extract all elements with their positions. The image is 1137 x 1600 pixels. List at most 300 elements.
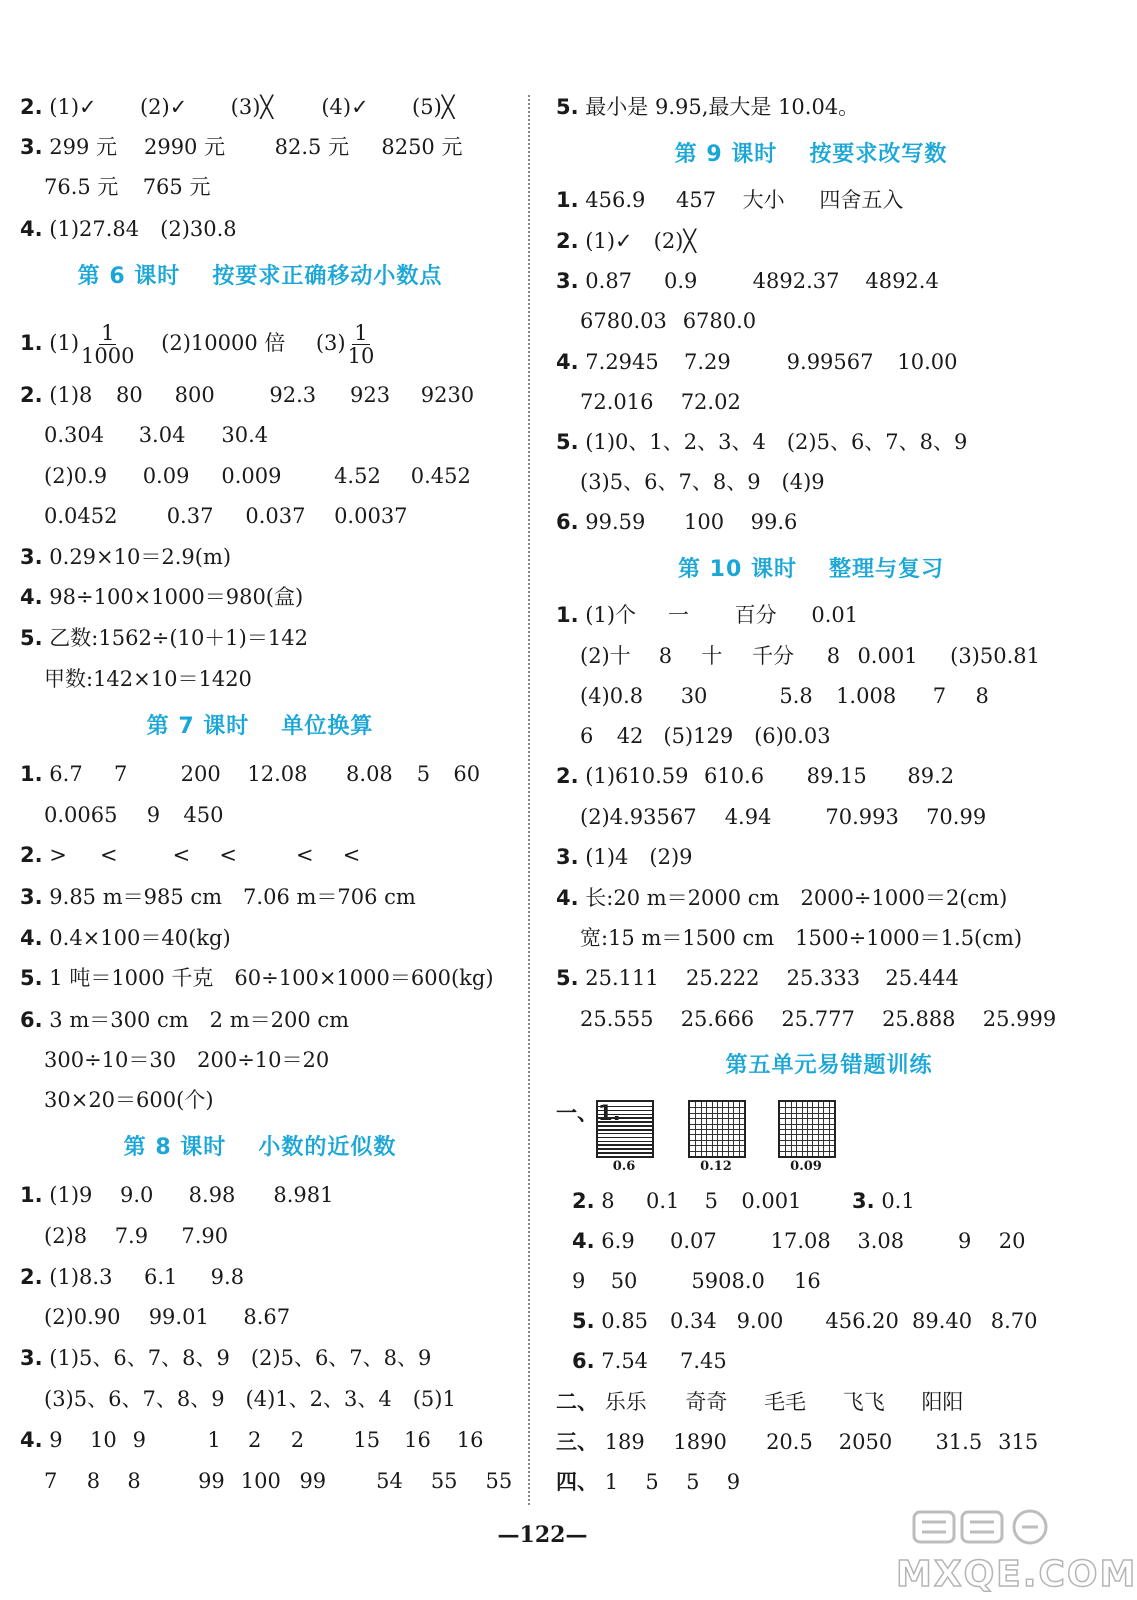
answer-item: 15 [353,1428,381,1452]
answer-item: 8.981 [273,1183,334,1207]
answer-line [20,380,474,410]
answer-item: 四舍五入 [819,188,904,212]
question-number: 5. [556,966,579,990]
lesson-7-heading [20,710,500,744]
answer-item: 92.3 [269,383,317,407]
grid-line [598,1133,652,1135]
section-label: 二、 [556,1390,598,1414]
answer-item: 315 [998,1430,1039,1454]
answer-item: 7.2945 [585,350,659,374]
answer-item: 9 [726,1470,741,1494]
answer-item: 450 [183,803,224,827]
question-number: 2. [20,383,43,407]
grid-line [733,1102,734,1156]
answer-item: 6.7 [49,762,83,786]
fraction-numerator: 1 [354,321,368,345]
answer-line [20,800,223,830]
answer-line [20,882,416,912]
answer-item: 0.34 [669,1309,717,1333]
answer-text: 3 m＝300 cm 2 m＝200 cm [49,1008,350,1032]
question-number: 3. [20,885,43,909]
answer-line [556,963,959,993]
answer-item: 16 [456,1428,484,1452]
answer-item: 9 [958,1229,972,1253]
answer-text: (1)27.84 (2)30.8 [49,217,237,241]
answer-item: < [342,843,361,867]
answer-item: 8 [86,1469,101,1493]
watermark-text: MXQE.COM [896,1554,1137,1595]
answer-item: (3)╳ [230,95,274,119]
answer-line [556,1467,740,1497]
question-number: 4. [20,1428,43,1452]
answer-line [20,214,237,244]
answer-item: 7 [113,762,128,786]
answer-item: 9.8 [210,1265,245,1289]
answer-item: 8 [826,644,841,668]
answer-line [20,582,303,612]
grid-line [598,1129,652,1131]
grid-line [598,1121,652,1123]
answer-item: 0.0065 [44,803,118,827]
answer-item: 9.0 [119,1183,154,1207]
answer-line [556,507,797,537]
answer-text: 0.4×100＝40(kg) [49,926,231,950]
grid-line [598,1110,652,1112]
grid-line [598,1148,652,1150]
question-number: 1. [556,603,579,627]
question-number: 2. [20,95,43,119]
answer-item: 765 元 [142,175,211,199]
answer-item: 50 [610,1269,638,1293]
answer-item: 9 [146,803,161,827]
grid-line [690,1151,744,1152]
answer-line [556,1266,821,1296]
answer-line [20,840,360,870]
answer-item: (3) [315,331,346,355]
answer-line [556,1226,1025,1256]
answer-line [556,427,967,457]
lesson-subtitle: 整理与复习 [828,557,944,582]
answer-item: < [296,843,314,867]
grid-line [717,1102,718,1156]
answer-item: 2990 元 [143,135,226,159]
answer-item: 31.5 [935,1430,983,1454]
answer-item: 99.59 [585,510,646,534]
answer-item: 5 [686,1470,700,1494]
answer-item: 12.08 [247,762,308,786]
decimal-grid-hundredths-a [688,1100,746,1158]
grid-line [598,1144,652,1146]
answer-item: 25.444 [885,966,959,990]
answer-item: 0.0037 [334,504,408,528]
grid-line [722,1102,723,1156]
answer-item: (2)10000 倍 [161,331,286,355]
answer-item: 3.08 [857,1229,905,1253]
answer-item: 8.08 [346,762,393,786]
answer-line [20,132,462,162]
answer-text: 9.85 m＝985 cm 7.06 m＝706 cm [49,885,416,909]
lesson-title: 第 10 课时 [678,557,797,582]
answer-line [556,226,696,256]
answer-item: < [219,843,237,867]
answer-item: 8.70 [990,1309,1038,1333]
lesson-subtitle: 按要求改写数 [809,142,948,167]
grid-line [829,1102,830,1156]
answer-item: 25.666 [680,1007,755,1031]
answer-item: 10 [89,1428,117,1452]
lesson-title: 第 8 课时 [123,1135,227,1160]
answer-item: 10.00 [897,350,958,374]
answer-item: 25.222 [685,966,760,990]
answer-item: < [99,843,118,867]
answer-line [556,802,986,832]
grid-line [812,1102,813,1156]
answer-item: 8 [127,1469,141,1493]
grid-line [598,1137,652,1139]
question-number: 3. [556,845,579,869]
decimal-grid-tenths [596,1100,654,1158]
answer-item: 6.1 [143,1265,178,1289]
answer-line [20,1466,512,1496]
answer-text: (3)5、6、7、8、9 (4)9 [580,470,825,494]
answer-item: 毛毛 [764,1390,807,1414]
answer-line [20,923,231,953]
answer-item: 923 [350,383,391,407]
question-number: 4. [556,886,579,910]
answer-line [20,92,454,122]
answer-item: (1)8 [49,383,93,407]
answer-item: (5)129 [663,724,734,748]
watermark-logo-icon [910,1506,1060,1546]
answer-item: 0.452 [410,464,471,488]
answer-item: 0.87 [585,269,633,293]
answer-item: 8 [975,684,989,708]
answer-item: 9 [132,1428,147,1452]
answer-line [20,1384,456,1414]
answer-item: 100 [240,1469,281,1493]
answer-item: 200 [180,762,221,786]
answer-item: (2)✓ [139,95,188,119]
answer-item: 乐乐 [604,1390,647,1414]
answer-item: (2)4.93567 [580,805,697,829]
question-number: 2. [556,764,579,788]
answer-item: 76.5 元 [44,175,119,199]
grid-line [780,1140,834,1141]
answer-line [20,420,268,450]
answer-item: 8250 元 [381,135,463,159]
grid-line [780,1134,834,1135]
answer-item: 6 [580,724,594,748]
answer-item: 2050 [838,1430,893,1454]
answer-text: 长:20 m＝2000 cm 2000÷1000＝2(cm) [585,886,1008,910]
question-number: 5. [572,1309,595,1333]
lesson-6-heading [20,260,500,294]
answer-item: 6780.03 [580,309,667,333]
answer-item: 89.40 [912,1309,973,1333]
answer-item: 1 [604,1470,619,1494]
answer-item: 610.6 [703,764,765,788]
answer-item: 1 [207,1428,221,1452]
answer-item: 99 [198,1469,225,1493]
question-number: 5. [20,966,43,990]
answer-item: 8.98 [188,1183,236,1207]
answer-line [20,318,376,368]
answer-item: 9 [572,1269,586,1293]
answer-item: 0.1 [881,1189,915,1213]
answer-item: 30 [680,684,708,708]
answer-line [20,1343,431,1373]
answer-item: 7.45 [679,1349,727,1373]
answer-text: 甲数:142×10＝1420 [44,667,252,691]
answer-item: 9230 [420,383,475,407]
answer-item: 100 [683,510,725,534]
answer-line [20,1262,244,1292]
answer-item: 8 [658,644,673,668]
answer-item: (5)╳ [412,95,455,119]
lesson-title: 第 9 课时 [674,142,778,167]
answer-item: 7.90 [181,1224,229,1248]
answer-item: (3)50.81 [950,644,1040,668]
unit-5-heading [574,1049,1084,1083]
answer-item: (2)0.90 [44,1305,121,1329]
question-number: 1. [20,762,43,786]
answer-item: 千分 [752,644,795,668]
grid-line [823,1102,824,1156]
answer-item: 189 [604,1430,645,1454]
answer-item: (1)8.3 [49,1265,113,1289]
question-number: 2. [20,1265,43,1289]
question-number: 4. [556,350,579,374]
answer-item: 0.09 [142,464,190,488]
answer-text: (1)0、1、2、3、4 (2)5、6、7、8、9 [585,430,968,454]
answer-item: 4.94 [724,805,772,829]
question-number: 3. [852,1189,875,1213]
question-number: 6. [572,1349,595,1373]
answer-item: 99.01 [148,1305,209,1329]
answer-item: (1)610.59 [585,764,689,788]
answer-item: 7.9 [114,1224,149,1248]
answer-item: 0.01 [811,603,859,627]
answer-item: 25.888 [882,1007,956,1031]
question-number: 3. [556,269,579,293]
answer-line [556,387,741,417]
question-number: 1. [20,331,43,355]
answer-line [20,1045,329,1075]
answer-item: 0.85 [601,1309,649,1333]
answer-item: 6780.0 [682,309,757,333]
answer-item: 一 [667,603,689,627]
question-number: 4. [572,1229,595,1253]
question-number: 4. [20,217,43,241]
answer-item: 20 [998,1229,1026,1253]
question-number: 1. [20,1183,43,1207]
answer-line [20,542,231,572]
grid-line [598,1152,652,1154]
grid-line [780,1145,834,1146]
question-number: 6. [20,1008,43,1032]
answer-item: 456.20 [825,1309,899,1333]
answer-item: 25.111 [585,966,659,990]
answer-line [20,172,210,202]
grid-line [598,1141,652,1143]
answer-text: (3)5、6、7、8、9 (4)1、2、3、4 (5)1 [44,1387,456,1411]
answer-item: 1.008 [836,684,897,708]
answer-item: 3.04 [138,423,186,447]
answer-line [556,1306,1037,1336]
answer-item: 7 [44,1469,58,1493]
lesson-10-heading [556,553,1066,587]
question-number: 1. [556,188,579,212]
answer-item: 阳阳 [921,1390,964,1414]
answer-item: 72.02 [680,390,741,414]
answer-item: 0.9 [663,269,698,293]
answer-line [20,623,308,653]
answer-line [556,306,756,336]
section-label: 四、 [556,1470,598,1494]
lesson-title: 第 7 课时 [146,714,250,739]
question-number: 2. [556,229,579,253]
answer-item: 2 [290,1428,305,1452]
answer-text: 0.29×10＝2.9(m) [49,545,232,569]
answer-line [20,1302,290,1332]
answer-line [20,1085,214,1115]
grid-line [598,1125,652,1127]
grid-label: 0.6 [612,1159,636,1174]
answer-item: 0.009 [221,464,282,488]
lesson-title: 第 6 课时 [77,264,181,289]
answer-item: (4)0.8 [580,684,644,708]
answer-line [556,1387,963,1417]
answer-item: 42 [616,724,644,748]
answer-item: 4892.37 [752,269,840,293]
fraction-denominator: 10 [347,344,375,368]
answer-item: 800 [174,383,215,407]
answer-item: 25.999 [982,1007,1057,1031]
grid-line [690,1134,744,1135]
answer-item: 72.016 [580,390,654,414]
answer-item: 60 [453,762,481,786]
answer-item: 飞飞 [842,1390,885,1414]
answer-item: 百分 [734,603,777,627]
answer-text: 30×20＝600(个) [44,1088,214,1112]
answer-line [556,1427,1038,1457]
answer-item: 80 [115,383,143,407]
answer-item: 4892.4 [865,269,939,293]
question-number: 3. [20,1346,43,1370]
answer-item: 奇奇 [685,1390,728,1414]
answer-item: 6.9 [601,1229,635,1253]
answer-item: 299 元 [49,135,118,159]
answer-line [556,600,858,630]
answer-line [556,761,954,791]
answer-text: (1)✓ (2)╳ [585,229,697,253]
section-label: 一、 [556,1101,598,1125]
answer-line [556,842,693,872]
answer-item: 16 [404,1428,431,1452]
lesson-8-heading [20,1131,500,1165]
grid-label: 0.09 [790,1159,822,1174]
section-label: 三、 [556,1430,598,1454]
answer-line [556,1346,727,1376]
answer-item: 5908.0 [691,1269,765,1293]
answer-item: 0.001 [741,1189,802,1213]
answer-item: 十 [701,644,723,668]
answer-item: 54 [376,1469,403,1493]
decimal-grid-hundredths-b [778,1100,836,1158]
answer-line [20,1221,228,1251]
answer-item: (2)8 [44,1224,88,1248]
grid-line [739,1102,740,1156]
answer-text: 1 吨＝1000 千克 60÷100×1000＝600(kg) [49,966,494,990]
answer-item: > [49,843,67,867]
answer-item: 30.4 [221,423,269,447]
lesson-subtitle: 按要求正确移动小数点 [212,264,443,289]
question-number: 5. [20,626,43,650]
unit-title: 第五单元易错题训练 [725,1053,933,1078]
grid-line [598,1106,652,1108]
answer-item: 0.37 [166,504,214,528]
answer-item: 4.52 [334,464,381,488]
grid-line [598,1114,652,1116]
question-number: 5. [556,95,579,119]
question-number: 2. [572,1189,595,1213]
answer-line [20,759,480,789]
answer-text: 最小是 9.95,最大是 10.04。 [585,95,860,119]
answer-item: 25.555 [580,1007,654,1031]
answer-item: 70.99 [926,805,987,829]
grid-label: 0.12 [700,1159,732,1174]
answer-item: 17.08 [770,1229,831,1253]
answer-line [556,883,1007,913]
answer-item: 大小 [742,188,785,212]
answer-item: 7.54 [601,1349,649,1373]
lesson-subtitle: 小数的近似数 [258,1135,397,1160]
answer-text: 宽:15 m＝1500 cm 1500÷1000＝1.5(cm) [580,926,1023,950]
answer-item: 25.777 [781,1007,855,1031]
answer-line [556,1186,915,1216]
answer-item: (2)十 [580,644,631,668]
answer-line [556,347,957,377]
fraction [81,322,134,367]
answer-text: (1)4 (2)9 [585,845,693,869]
question-number: 4. [20,926,43,950]
answer-line [20,501,408,531]
answer-line [556,681,989,711]
answer-item: (1)9 [49,1183,93,1207]
question-number: 4. [20,585,43,609]
answer-item: 70.993 [825,805,899,829]
question-number: 3. [20,135,43,159]
question-number: 2. [20,843,43,867]
answer-line [20,664,252,694]
answer-line [556,641,1040,671]
answer-item: 0.037 [245,504,306,528]
answer-text: 乙数:1562÷(10＋1)＝142 [49,626,308,650]
answer-line [20,1005,349,1035]
grid-line [598,1117,652,1119]
question-number: 6. [556,510,579,534]
lesson-9-heading [556,138,1066,172]
question-number: 3. [20,545,43,569]
answer-item: 8 [601,1189,615,1213]
answer-line [20,1180,333,1210]
answer-line [556,467,825,497]
answer-line [556,185,903,215]
answer-item: 0.07 [669,1229,717,1253]
answer-item: 0.1 [645,1189,680,1213]
answer-line [20,1425,484,1455]
column-divider [528,95,530,1505]
